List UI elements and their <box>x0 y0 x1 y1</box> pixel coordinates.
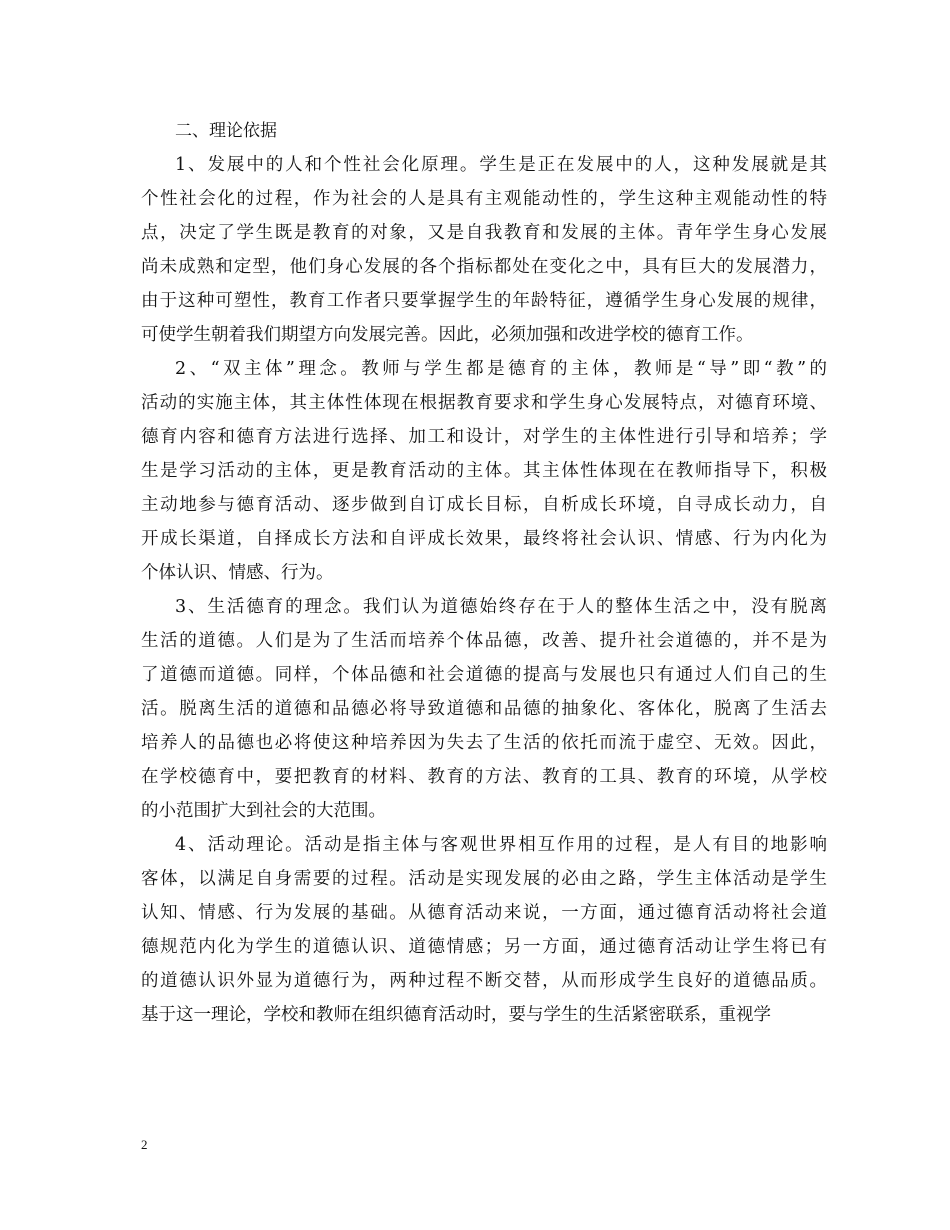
paragraph-line: 由于这种可塑性，教育工作者只要掌握学生的年龄特征，遵循学生身心发展的规律， <box>141 291 827 311</box>
paragraph <box>141 148 827 352</box>
paragraph-line: 点，决定了学生既是教育的对象，又是自我教育和发展的主体。青年学生身心发展 <box>141 223 827 243</box>
paragraph-line: 培养人的品德也必将使这种培养因为失去了生活的依托而流于虚空、无效。因此， <box>141 733 827 753</box>
paragraph-line: 2、“双主体”理念。教师与学生都是德育的主体，教师是“导”即“教”的 <box>175 359 827 379</box>
paragraph-line: 开成长渠道，自择成长方法和自评成长效果，最终将社会认识、情感、行为内化为 <box>141 529 827 549</box>
paragraph-line: 个性社会化的过程，作为社会的人是具有主观能动性的，学生这种主观能动性的特 <box>141 189 827 209</box>
paragraph-line: 的道德认识外显为道德行为，两种过程不断交替，从而形成学生良好的道德品质。 <box>141 971 827 991</box>
paragraph-line: 认知、情感、行为发展的基础。从德育活动来说，一方面，通过德育活动将社会道 <box>141 903 827 923</box>
paragraph-line: 德规范内化为学生的道德认识、道德情感；另一方面，通过德育活动让学生将已有 <box>141 937 827 957</box>
paragraph-line: 个体认识、情感、行为。 <box>141 563 334 583</box>
page-number: 2 <box>141 1137 148 1152</box>
paragraph-line: 可使学生朝着我们期望方向发展完善。因此，必须加强和改进学校的德育工作。 <box>141 325 754 345</box>
paragraph-line: 德育内容和德育方法进行选择、加工和设计，对学生的主体性进行引导和培养；学 <box>141 427 827 447</box>
paragraph-line: 客体，以满足自身需要的过程。活动是实现发展的必由之路，学生主体活动是学生 <box>141 869 827 889</box>
paragraph-line: 1、发展中的人和个性社会化原理。学生是正在发展中的人，这种发展就是其 <box>175 155 827 175</box>
paragraph-line: 在学校德育中，要把教育的材料、教育的方法、教育的工具、教育的环境，从学校 <box>141 767 827 787</box>
section-heading: 二、理论依据 <box>175 121 277 141</box>
document-body <box>141 114 827 1032</box>
paragraph-line: 活动的实施主体，其主体性体现在根据教育要求和学生身心发展特点，对德育环境、 <box>141 393 827 413</box>
paragraph <box>141 352 827 590</box>
paragraph-line: 了道德而道德。同样，个体品德和社会道德的提高与发展也只有通过人们自己的生 <box>141 665 827 685</box>
paragraph <box>141 828 827 1032</box>
paragraph-line: 生活的道德。人们是为了生活而培养个体品德，改善、提升社会道德的，并不是为 <box>141 631 827 651</box>
paragraph-line: 3、生活德育的理念。我们认为道德始终存在于人的整体生活之中，没有脱离 <box>175 597 827 617</box>
paragraph-line: 4、活动理论。活动是指主体与客观世界相互作用的过程，是人有目的地影响 <box>175 835 827 855</box>
paragraphs <box>141 148 827 1032</box>
paragraph-line: 基于这一理论，学校和教师在组织德育活动时，要与学生的生活紧密联系，重视学 <box>141 1005 771 1025</box>
paragraph-line: 尚未成熟和定型，他们身心发展的各个指标都处在变化之中，具有巨大的发展潜力， <box>141 257 827 277</box>
paragraph-line: 主动地参与德育活动、逐步做到自订成长目标，自析成长环境，自寻成长动力，自 <box>141 495 827 515</box>
paragraph-line: 的小范围扩大到社会的大范围。 <box>141 801 386 821</box>
paragraph-line: 生是学习活动的主体，更是教育活动的主体。其主体性体现在在教师指导下，积极 <box>141 461 827 481</box>
paragraph <box>141 590 827 828</box>
paragraph-line: 活。脱离生活的道德和品德必将导致道德和品德的抽象化、客体化，脱离了生活去 <box>141 699 827 719</box>
